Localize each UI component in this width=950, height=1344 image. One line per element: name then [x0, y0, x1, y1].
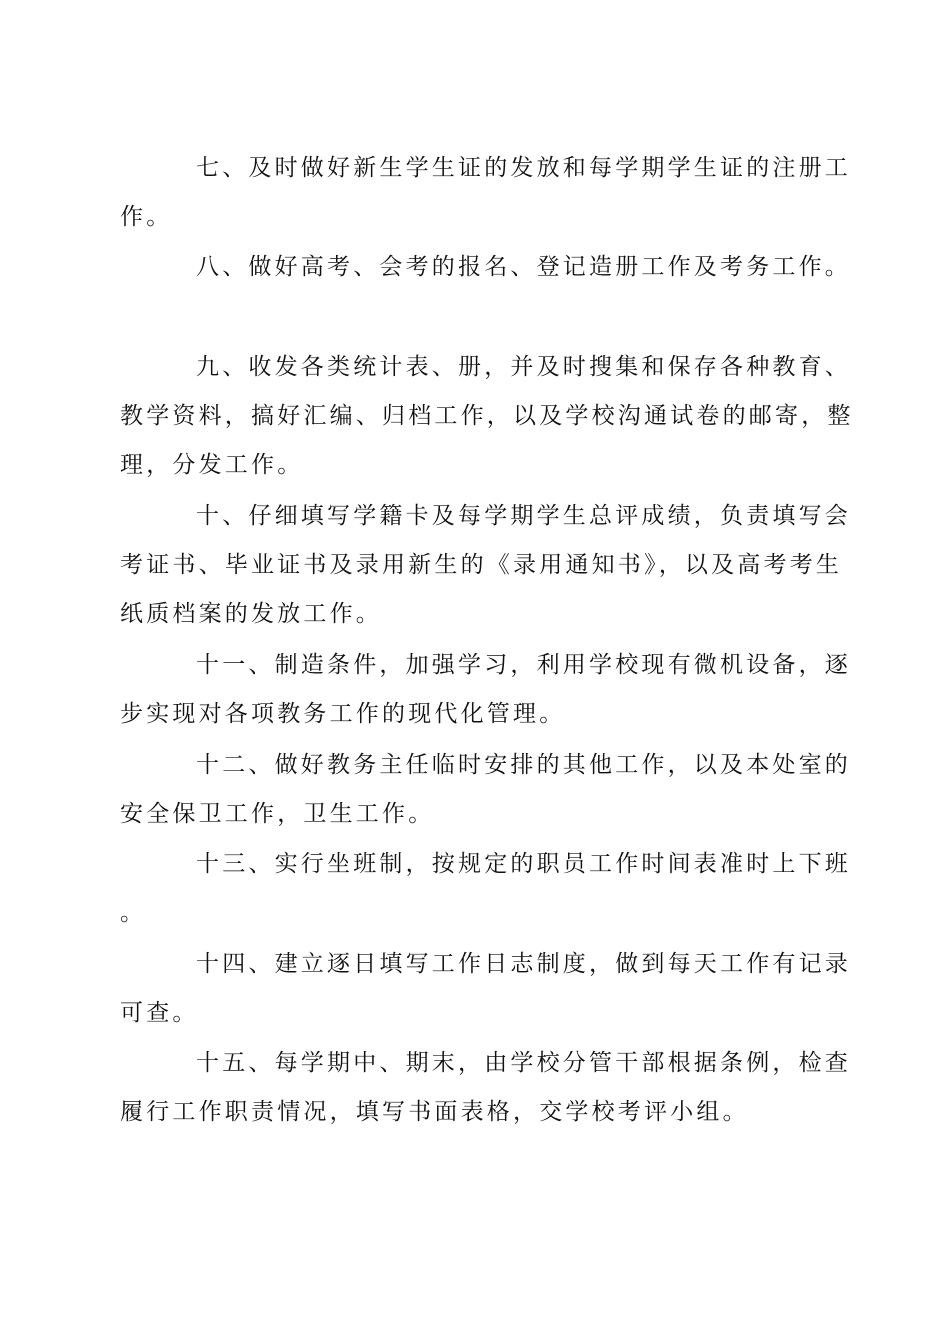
paragraph-12: 十二、做好教务主任临时安排的其他工作，以及本处室的安全保卫工作，卫生工作。 [120, 752, 851, 827]
paragraph-7: 七、及时做好新生学生证的发放和每学期学生证的注册工作。 [120, 155, 851, 230]
paragraph-9: 九、收发各类统计表、册，并及时搜集和保存各种教育、教学资料，搞好汇编、归档工作，以及学校沟通试卷的邮寄，整理，分发工作。 [120, 354, 854, 478]
paragraph-8: 八、做好高考、会考的报名、登记造册工作及考务工作。 [196, 254, 851, 280]
paragraph-15: 十五、每学期中、期末，由学校分管干部根据条例，检查履行工作职责情况，填写书面表格，交学校考评小组。 [120, 1050, 851, 1125]
paragraph-11: 十一、制造条件，加强学习，利用学校现有微机设备，逐步实现对各项教务工作的现代化管理。 [120, 652, 851, 727]
paragraph-10: 十、仔细填写学籍卡及每学期学生总评成绩，负责填写会考证书、毕业证书及录用新生的《录用通知书》，以及高考考生纸质档案的发放工作。 [120, 503, 851, 627]
paragraph-14: 十四、建立逐日填写工作日志制度，做到每天工作有记录可查。 [120, 951, 851, 1026]
paragraph-13: 十三、实行坐班制，按规定的职员工作时间表准时上下班。 [120, 851, 851, 926]
